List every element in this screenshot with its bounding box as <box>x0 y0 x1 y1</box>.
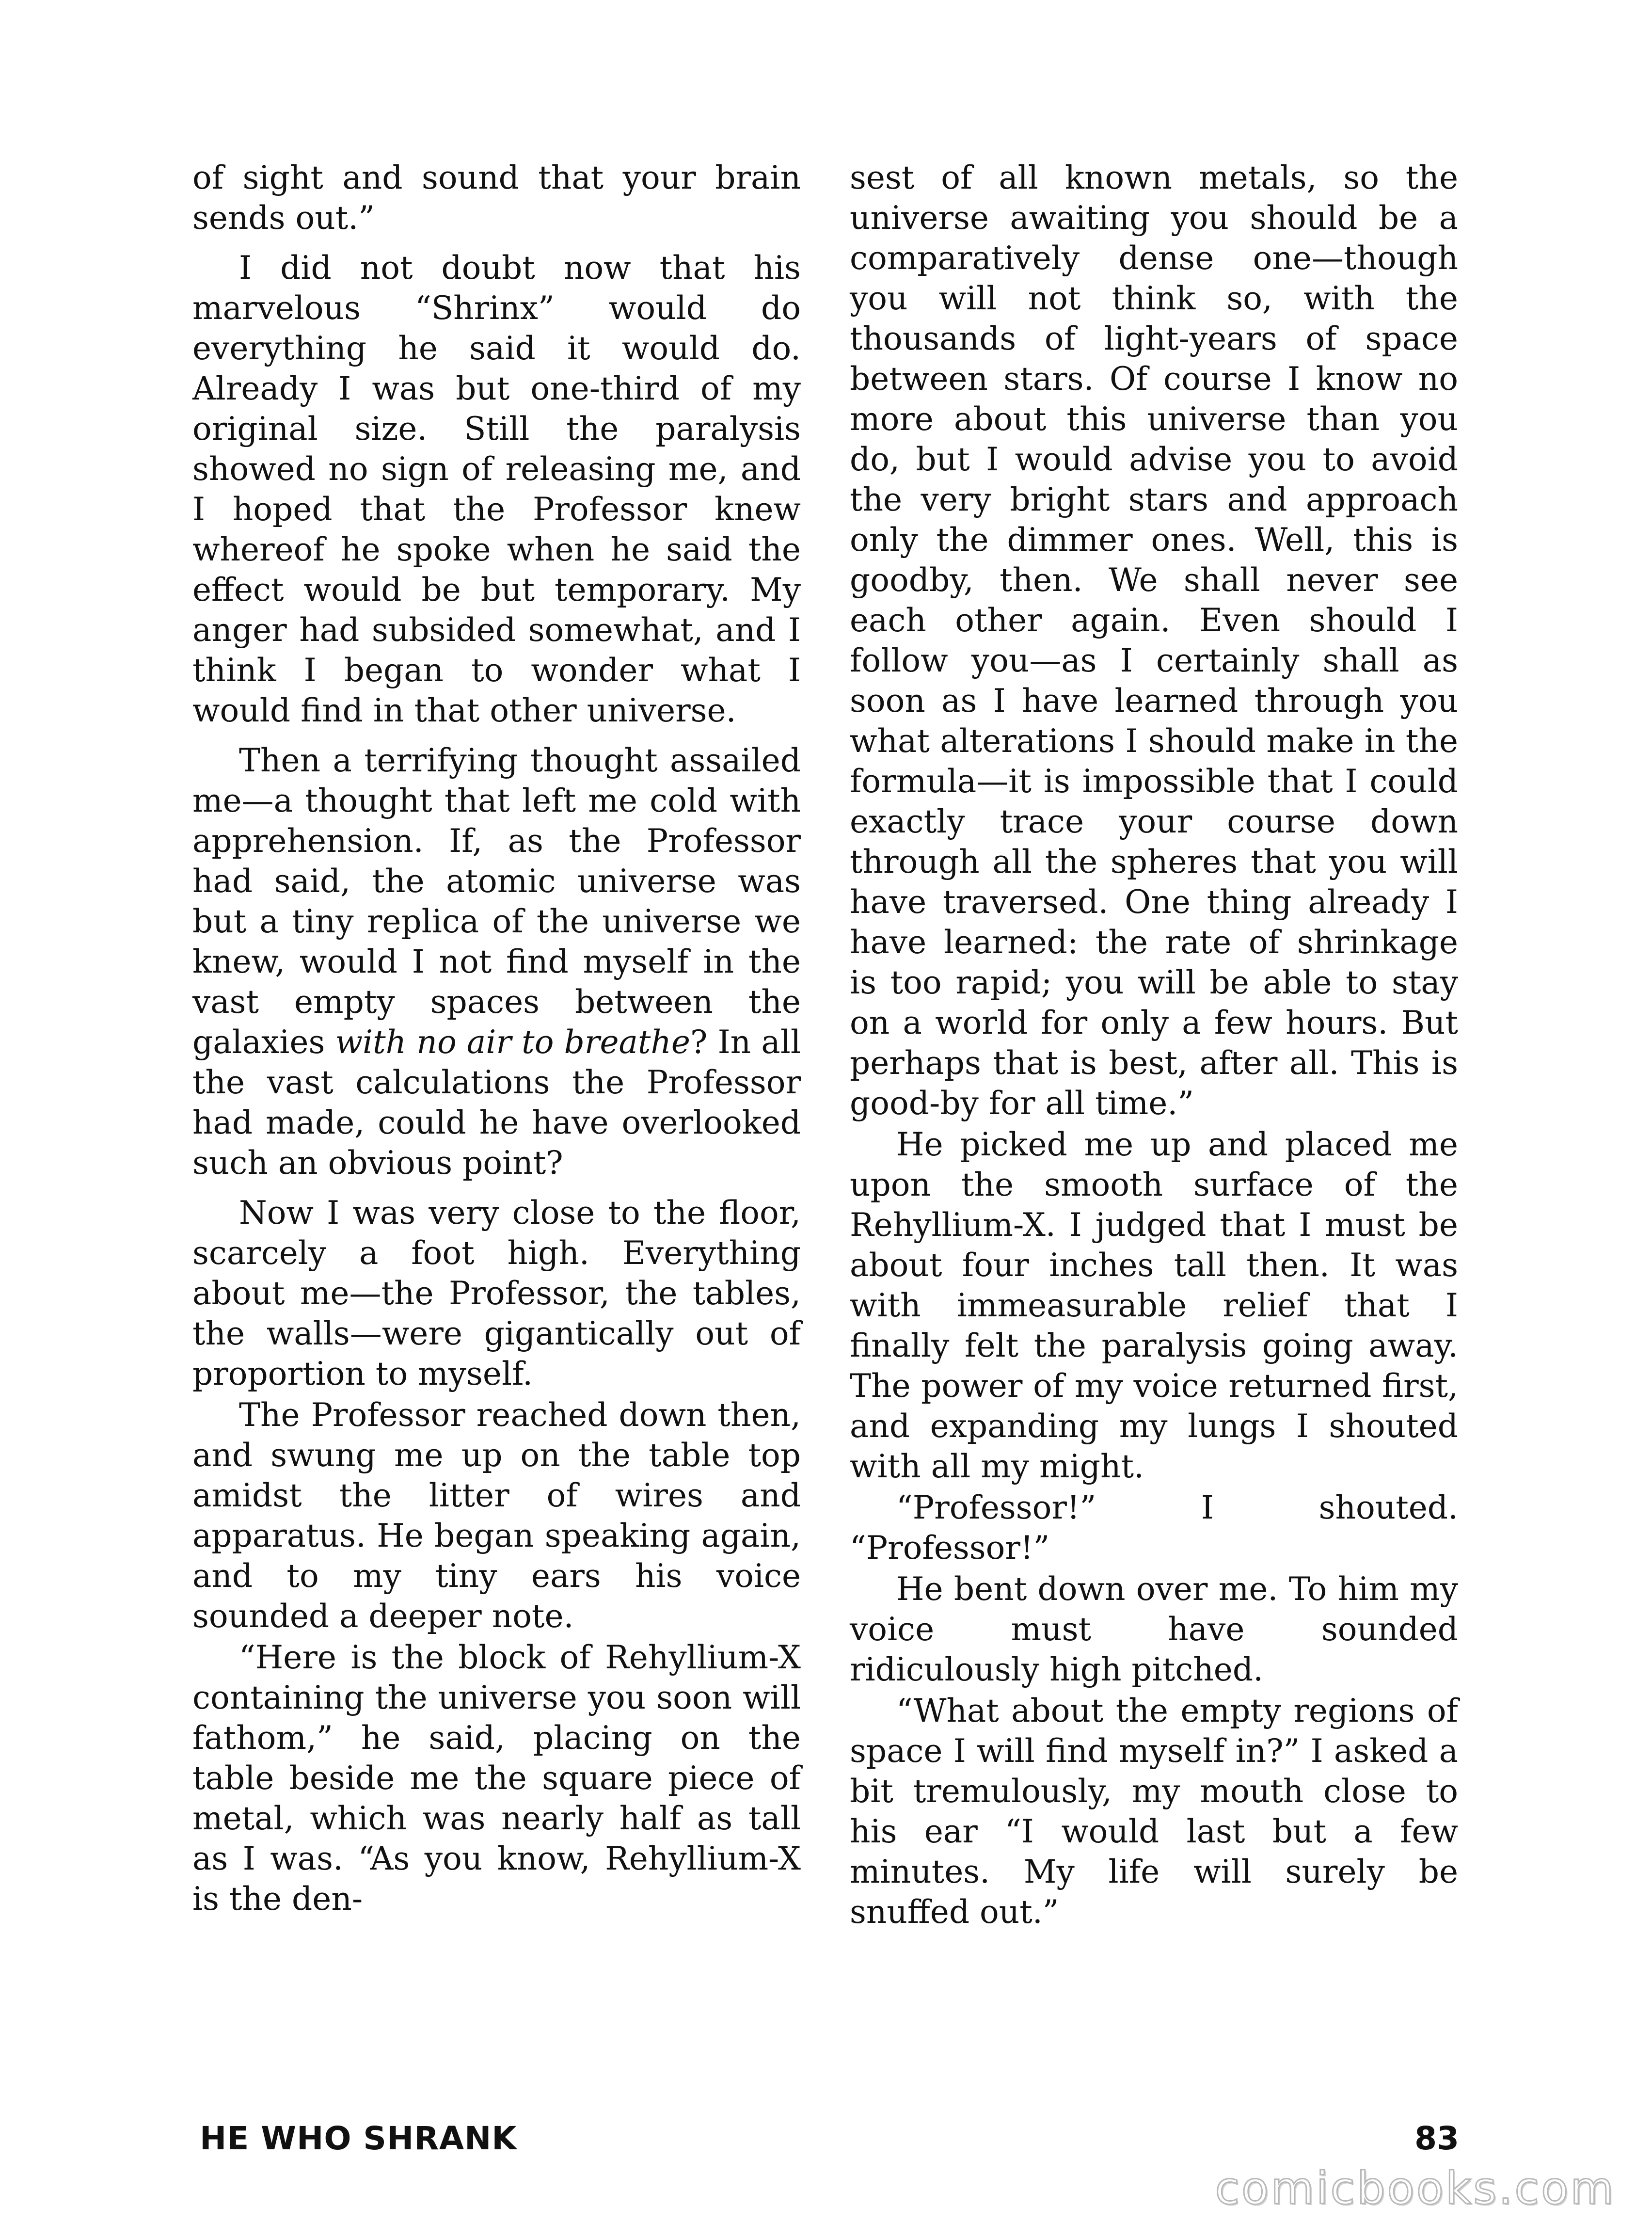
left-text-column <box>192 158 801 1920</box>
paragraph-text: Then a terrifying thought assailed me—a thought that left me cold with apprehension. If, as the Professor had said, the atomic universe was but a tiny replica of the universe we knew, would I not find myself in the vast empty spaces between the galaxies <box>192 742 801 1061</box>
paragraph-text: ? In all the vast calculations the Professor had made, could he have overlooked such an obvious point? <box>192 1024 801 1182</box>
paragraph <box>192 740 801 1183</box>
watermark: comicbooks.com <box>1215 2162 1616 2214</box>
paragraph: I did not doubt now that his marvelous “Shrinx” would do everything he said it would do. Already I was but one-third of my original size. Still the paralysis showed no sign of releasing me, and I hoped that the Professor knew whereof he spoke when he said the effect would be but temporary. My anger had subsided somewhat, and I think I began to wonder what I would find in that other universe. <box>192 249 801 729</box>
paragraph: “Professor!” I shouted. “Professor!” <box>850 1489 1458 1567</box>
paragraph: “Here is the block of Rehyllium-X containing the universe you soon will fathom,” he said, placing on the table beside me the square piece of metal, which was nearly half as tall as I was. “As you know, Rehyllium-X is the den- <box>192 1639 801 1918</box>
paragraph: sest of all known metals, so the universe awaiting you should be a comparatively dense one—though you will not think so, with the thousands of light-years of space between stars. Of course I know no more about this universe than you do, but I would advise you to avoid the very bright stars and approach only the dimmer ones. Well, this is goodby, then. We shall never see each other again. Even should I follow you—as I certainly shall as soon as I have learned through you what alterations I should make in the formula—it is impossible that I could exactly trace your course down through all the spheres that you will have traversed. One thing already I have learned: the rate of shrinkage is too rapid; you will be able to stay on a world for only a few hours. But perhaps that is best, after all. This is good-by for all time.” <box>850 159 1458 1122</box>
paragraph: “What about the empty regions of space I will find myself in?” I asked a bit tremulously, my mouth close to his ear “I would last but a few minutes. My life will surely be snuffed out.” <box>850 1692 1458 1931</box>
running-footer-title: HE WHO SHRANK <box>200 2120 517 2157</box>
paragraph: He picked me up and placed me upon the smooth surface of the Rehyllium-X. I judged that I must be about four inches tall then. It was with immeasurable relief that I finally felt the paralysis going away. The power of my voice returned first, and expanding my lungs I shouted with all my might. <box>850 1126 1458 1485</box>
paragraph: of sight and sound that your brain sends out.” <box>192 159 801 237</box>
paragraph: He bent down over me. To him my voice must have sounded ridiculously high pitched. <box>850 1570 1458 1688</box>
paragraph: Now I was very close to the floor, scarcely a foot high. Everything about me—the Professor, the tables, the walls—were gigantically out of proportion to myself. <box>192 1194 801 1392</box>
italic-phrase: with no air to breathe <box>335 1024 690 1061</box>
paragraph: The Professor reached down then, and swung me up on the table top amidst the litter of wires and apparatus. He began speaking again, and to my tiny ears his voice sounded a deeper note. <box>192 1396 801 1635</box>
right-text-column <box>850 158 1458 1933</box>
page-number: 83 <box>1414 2120 1459 2157</box>
